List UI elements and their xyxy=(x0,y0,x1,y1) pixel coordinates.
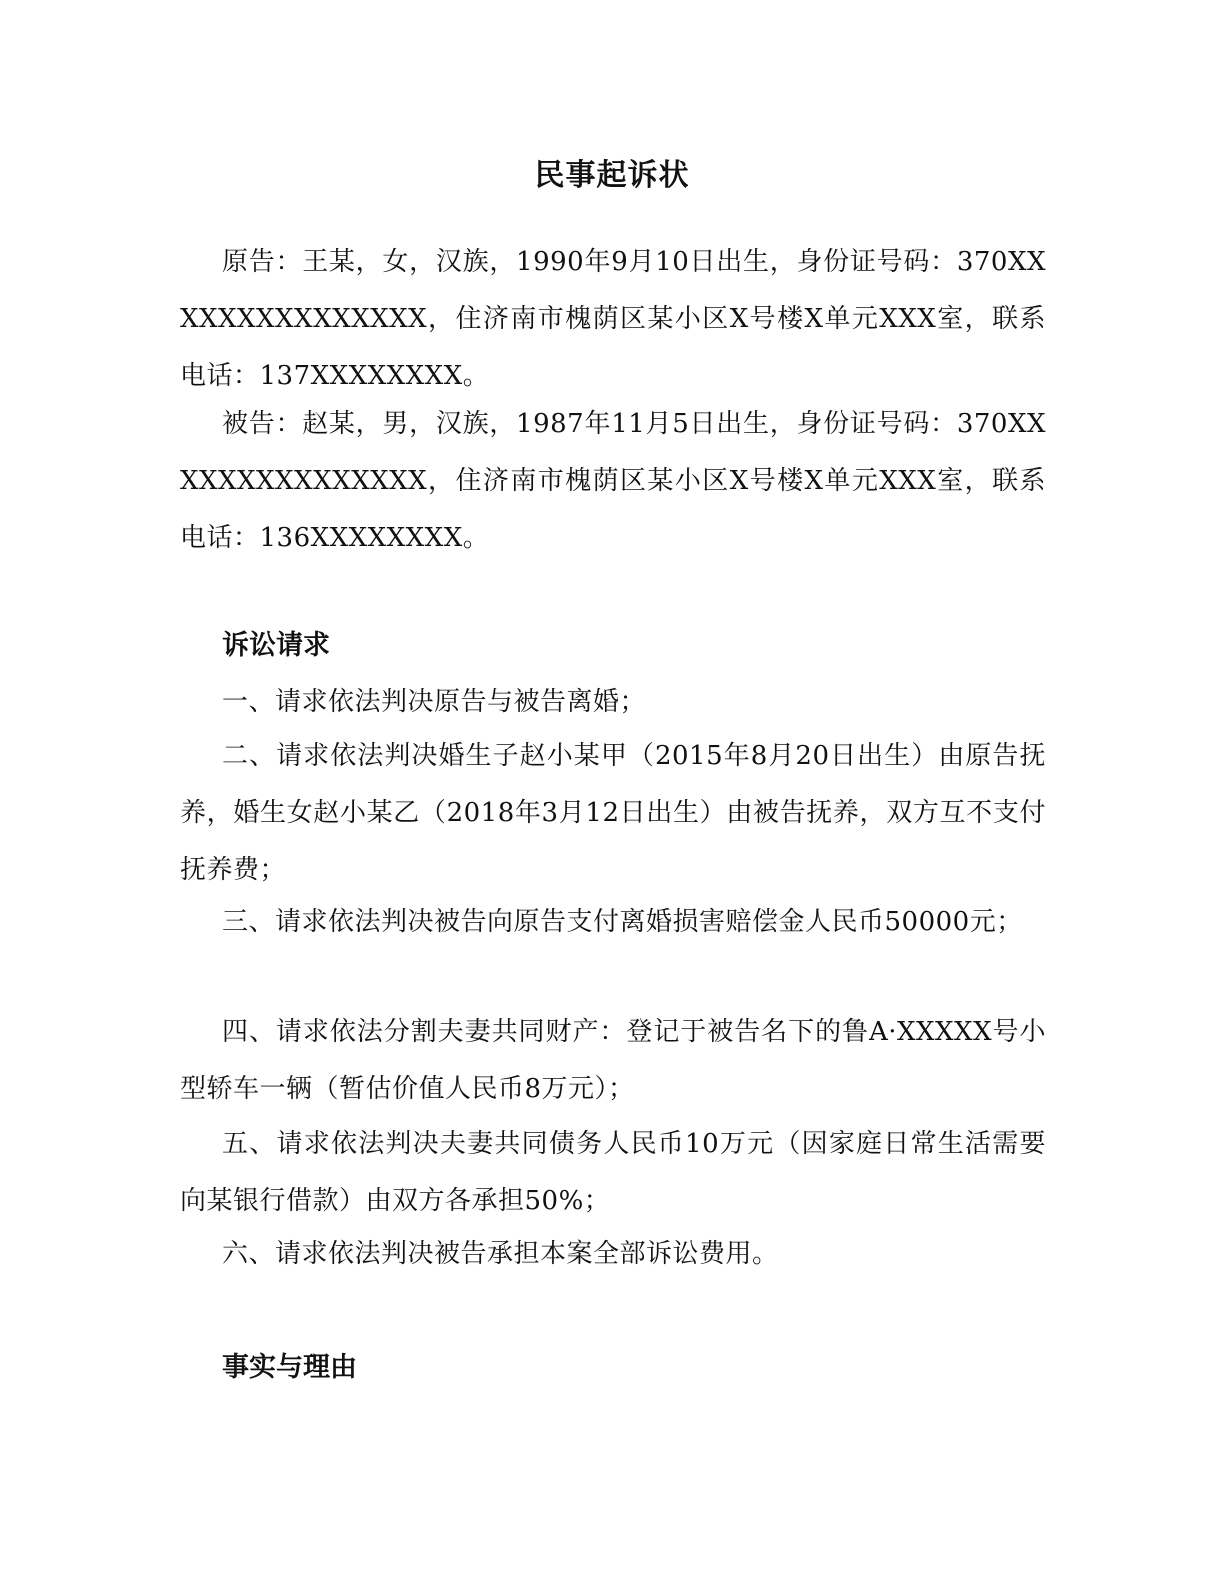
claim-item-4: 四、请求依法分割夫妻共同财产：登记于被告名下的鲁A·XXXXX号小型轿车一辆（暂估价值人民币8万元）； xyxy=(180,1017,1046,1104)
facts-heading: 事实与理由 xyxy=(222,1352,357,1383)
claims-heading: 诉讼请求 xyxy=(222,630,330,661)
claim-item-2: 二、请求依法判决婚生子赵小某甲（2015年8月20日出生）由原告抚养，婚生女赵小某乙（2018年3月12日出生）由被告抚养，双方互不支付抚养费； xyxy=(180,741,1046,885)
claim-item-6: 六、请求依法判决被告承担本案全部诉讼费用。 xyxy=(222,1239,779,1269)
claim-item-3: 三、请求依法判决被告向原告支付离婚损害赔偿金人民币50000元； xyxy=(222,907,1023,937)
claim-item-5: 五、请求依法判决夫妻共同债务人民币10万元（因家庭日常生活需要向某银行借款）由双方各承担50%； xyxy=(180,1129,1046,1216)
document-title: 民事起诉状 xyxy=(534,158,690,193)
plaintiff-info: 原告：王某，女，汉族，1990年9月10日出生，身份证号码：370XXXXXXXXXXXXXXX，住济南市槐荫区某小区X号楼X单元XXX室，联系电话：137XXXXXXXX。 xyxy=(180,247,1046,391)
claim-item-1: 一、请求依法判决原告与被告离婚； xyxy=(222,687,647,717)
defendant-info: 被告：赵某，男，汉族，1987年11月5日出生，身份证号码：370XXXXXXXXXXXXXXX，住济南市槐荫区某小区X号楼X单元XXX室，联系电话：136XXXXXXXX。 xyxy=(180,409,1046,553)
